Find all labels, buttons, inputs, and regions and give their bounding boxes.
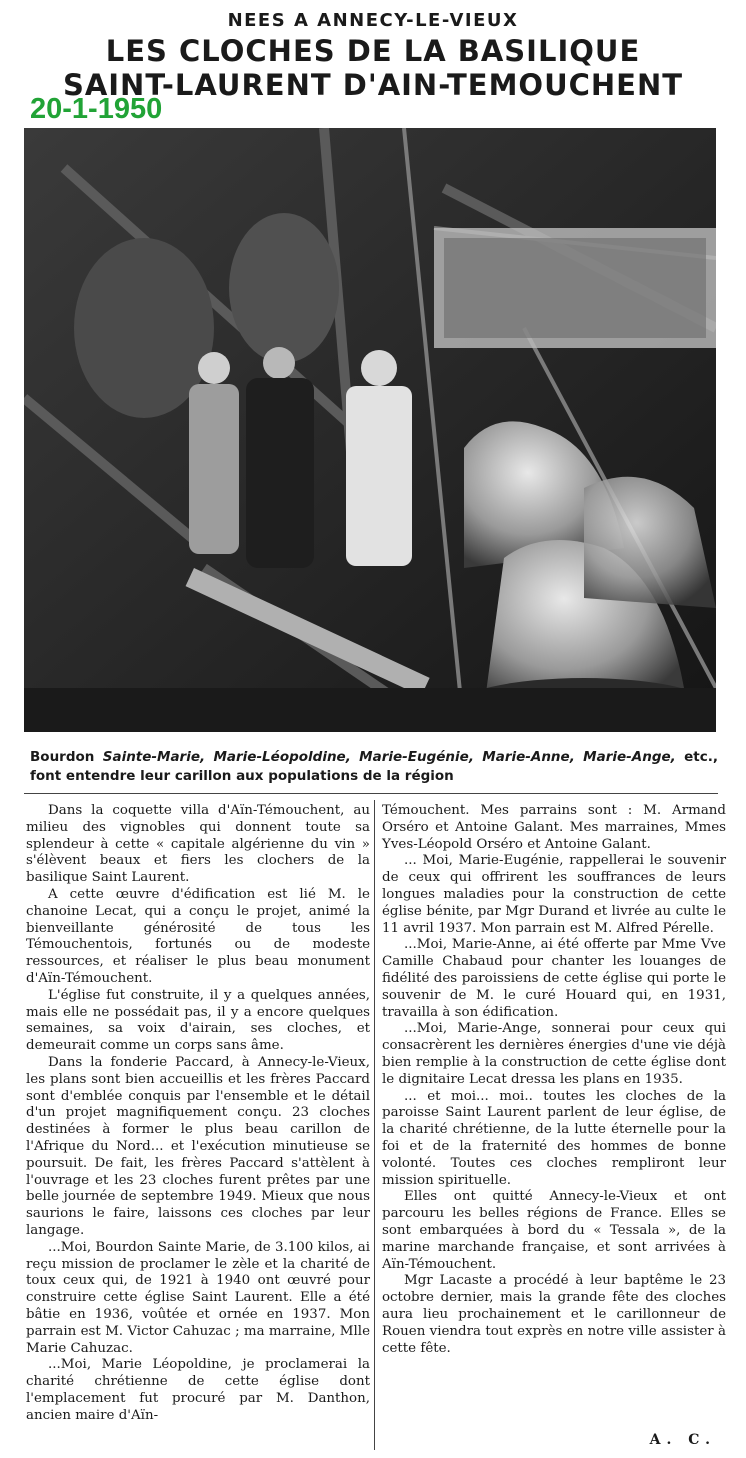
caption-bell-names: Sainte-Marie, Marie-Léopoldine, Marie-Eugénie, Marie-Anne, Marie-Ange, xyxy=(102,749,676,765)
paragraph: ...Moi, Marie-Ange, sonnerai pour ceux qui consacrèrent les dernières énergies d'une vie déjà bien remplie à la construction de cette église dont le dignitaire Lecat dressa les plans en 1935. xyxy=(382,1021,726,1087)
paragraph: Dans la coquette villa d'Aïn-Témouchent, au milieu des vignobles qui donnent toute sa splendeur à cette « capitale algérienne du vin » s'élèvent beaux et fiers les clochers de la basilique Saint Laurent. xyxy=(26,803,370,886)
paragraph: ... Moi, Marie-Eugénie, rappellerai le souvenir de ceux qui offrirent les souffrances de leurs longues maladies pour la construction de cette église bénite, par Mgr Durand et livrée au culte le 11 avril 1937. Mon parrain est M. Alfred Pérelle. xyxy=(382,853,726,936)
paragraph: Témouchent. Mes parrains sont : M. Armand Orséro et Antoine Galant. Mes marraines, Mmes Yves-Léopold Orséro et Antoine Galant. xyxy=(382,803,726,852)
paragraph: Mgr Lacaste a procédé à leur baptême le 23 octobre dernier, mais la grande fête des cloches aura lieu prochainement et le carillonneur de Rouen viendra tout exprès en notre ville assister à cette fête. xyxy=(382,1273,726,1356)
article-column-right xyxy=(382,803,726,1357)
author-signature: A. C. xyxy=(649,1432,716,1448)
photo-illustration xyxy=(24,128,716,732)
kicker-headline: NEES A ANNECY-LE-VIEUX xyxy=(227,10,519,31)
article-column-left xyxy=(26,803,370,1424)
paragraph: ...Moi, Marie-Anne, ai été offerte par Mme Vve Camille Chabaud pour chanter les louanges de fidélité des paroissiens de cette église qui porte le souvenir de M. le curé Houard qui, en 1931, travailla à son édification. xyxy=(382,937,726,1020)
paragraph: Elles ont quitté Annecy-le-Vieux et ont parcouru les belles régions de France. Elles se sont embarquées à bord du « Tessala », de la marine marchande française, et sont arrivées à Aïn-Témouchent. xyxy=(382,1189,726,1272)
paragraph: ... et moi... moi.. toutes les cloches de la paroisse Saint Laurent parlent de leur église, de la charité chrétienne, de la lutte éternelle pour la foi et de la fraternité des hommes de bonne volonté. Toutes ces cloches rempliront leur mission spirituelle. xyxy=(382,1088,726,1188)
paragraph: ...Moi, Bourdon Sainte Marie, de 3.100 kilos, ai reçu mission de proclamer le zèle et la charité de toux ceux qui, de 1921 à 1940 ont œuvré pour construire cette église Saint Laurent. Elle a été bâtie en 1936, voûtée et ornée en 1937. Mon parrain est M. Victor Cahuzac ; ma marraine, Mlle Marie Cahuzac. xyxy=(26,1239,370,1356)
caption-lead: Bourdon xyxy=(30,749,103,765)
paragraph: L'église fut construite, il y a quelques années, mais elle ne possédait pas, il y a encore quelques semaines, sa voix d'airain, ses cloches, et demeurait comme un corps sans âme. xyxy=(26,987,370,1054)
paragraph: ...Moi, Marie Léopoldine, je proclamerai la charité chrétienne de cette église dont l'emplacement fut procuré par M. Danthon, ancien maire d'Aïn- xyxy=(26,1357,370,1423)
caption-divider xyxy=(24,793,718,794)
bells-photograph xyxy=(24,128,716,732)
paragraph: A cette œuvre d'édification est lié M. le chanoine Lecat, qui a conçu le projet, animé la bienveillante générosité de tous les Témouchentois, fortunés ou de modeste ressources, et réaliser le plus beau monument d'Aïn-Témouchent. xyxy=(26,886,370,986)
main-title-line-1: LES CLOCHES DE LA BASILIQUE xyxy=(105,34,641,68)
main-title-line-2: SAINT-LAURENT D'AIN-TEMOUCHENT xyxy=(62,68,684,102)
caption-rest: etc., font entendre leur carillon aux populations de la région xyxy=(30,749,718,784)
paragraph: Dans la fonderie Paccard, à Annecy-le-Vieux, les plans sont bien accueillis et les frères Paccard sont d'emblée conquis par l'ensemble et le détail d'un projet magnifiquement conçu. 23 cloches destinées à former le plus beau carillon de l'Afrique du Nord... et l'exécution minutieuse se poursuit. De fait, les frères Paccard s'attèlent à l'ouvrage et les 23 cloches furent prêtes par une belle journée de septembre 1949. Mieux que nous saurions le faire, laissons ces cloches par leur langage. xyxy=(26,1054,370,1238)
date-stamp: 20-1-1950 xyxy=(30,93,163,125)
column-divider xyxy=(374,800,375,1450)
photo-caption xyxy=(30,748,718,786)
